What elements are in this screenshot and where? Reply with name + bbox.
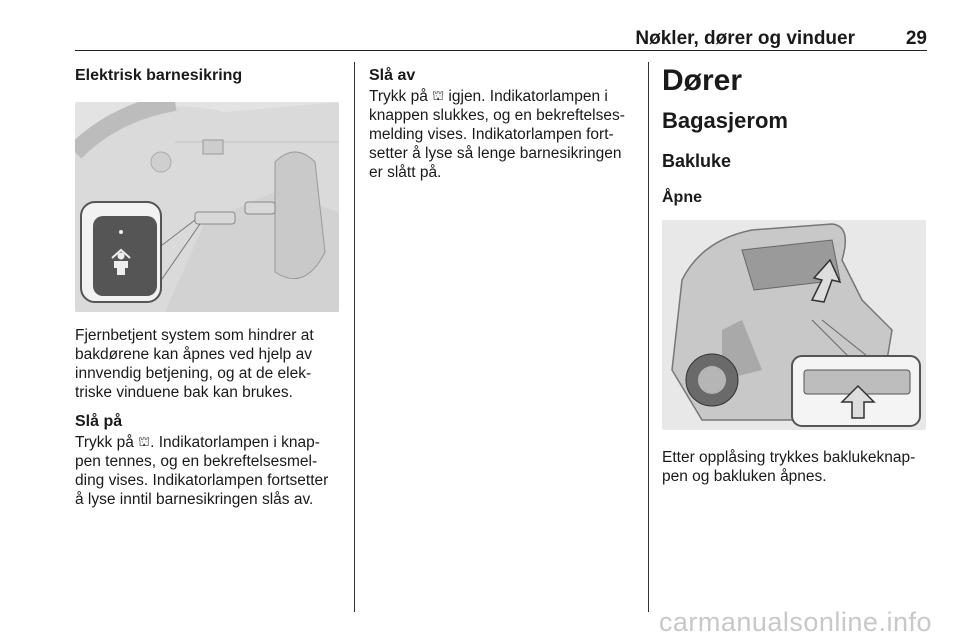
- text-fragment: igjen. Indikatorlampen i: [444, 88, 608, 105]
- section-heading: Elektrisk barnesikring: [75, 67, 243, 84]
- paragraph-line: knappen slukkes, og en bekreftelses-: [369, 107, 625, 124]
- chapter-heading: Dører: [662, 64, 743, 97]
- text-fragment: . Indikatorlampen i knap-: [150, 434, 320, 451]
- paragraph-line: pen tennes, og en bekreftelsesmel-: [75, 453, 318, 470]
- paragraph-line: å lyse inntil barnesikringen slås av.: [75, 491, 314, 508]
- subsection-heading: Bakluke: [662, 151, 732, 171]
- tailgate-illustration: [662, 220, 926, 430]
- child-lock-illustration: [75, 102, 339, 312]
- header-rule: [75, 50, 927, 51]
- caption-line: pen og bakluken åpnes.: [662, 468, 827, 485]
- column-left: [75, 60, 341, 509]
- caption-line: innvendig betjening, og at de elek-: [75, 365, 312, 382]
- page-number: 29: [905, 28, 927, 49]
- chapter-title: Nøkler, dører og vinduer: [635, 28, 855, 49]
- caption-line: triske vinduene bak kan brukes.: [75, 384, 293, 401]
- paragraph-line: ding vises. Indikatorlampen fortsetter: [75, 472, 329, 489]
- child-lock-icon: ⛫: [138, 434, 151, 449]
- text-fragment: Trykk på: [75, 434, 139, 451]
- caption-line: bakdørene kan åpnes ved hjelp av: [75, 346, 312, 363]
- child-lock-figure: [75, 102, 339, 312]
- column-middle: [369, 60, 635, 182]
- caption-line: Etter opplåsing trykkes baklukeknap-: [662, 449, 916, 466]
- paragraph-line: melding vises. Indikatorlampen fort-: [369, 126, 614, 143]
- paragraph-line: setter å lyse så lenge barnesikringen: [369, 145, 622, 162]
- section-heading: Bagasjerom: [662, 108, 788, 133]
- subsubsection-heading: Åpne: [662, 189, 702, 206]
- subheading-off: Slå av: [369, 67, 416, 84]
- column-divider: [648, 62, 649, 612]
- subheading-on: Slå på: [75, 413, 123, 430]
- caption-line: Fjernbetjent system som hindrer at: [75, 327, 314, 344]
- paragraph-line: [369, 86, 635, 106]
- paragraph-line: [75, 432, 341, 452]
- paragraph-line: er slått på.: [369, 164, 442, 181]
- column-divider: [354, 62, 355, 612]
- tailgate-figure: [662, 220, 926, 430]
- text-fragment: Trykk på: [369, 88, 433, 105]
- child-lock-icon: ⛫: [432, 88, 445, 103]
- watermark: carmanualsonline.info: [658, 607, 932, 637]
- column-right: [662, 60, 928, 486]
- page-header: [75, 28, 927, 50]
